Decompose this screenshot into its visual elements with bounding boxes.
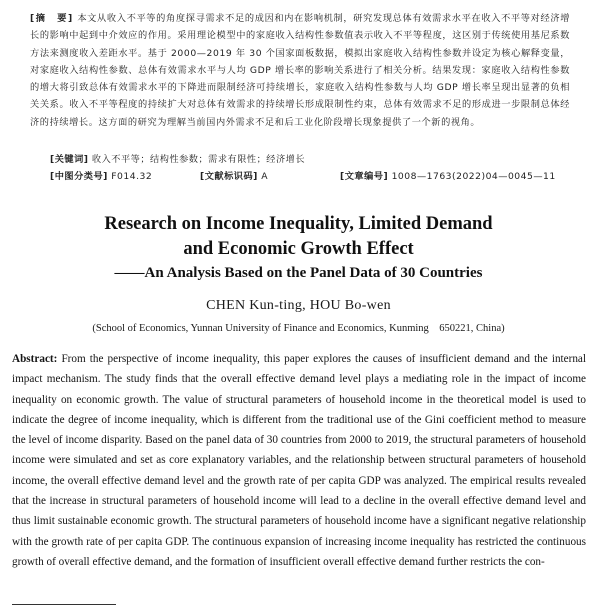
english-abstract <box>12 349 586 572</box>
paper-title-line-2: and Economic Growth Effect <box>183 239 414 259</box>
keywords-label: [关键词] <box>50 154 89 165</box>
chinese-abstract-label: [摘 要] <box>30 13 74 24</box>
chinese-abstract-text: 本文从收入不平等的角度探寻需求不足的成因和内在影响机制，研究发现总体有效需求水平在收入不平等对经济增长的影响中起到中介效应的作用。采用理论模型中的家庭收入结构性参数值表示收入不平等程度，这区别于传统使用基尼系数方法来测度收入差距水平。基于 2000—2019 年 30 个国家面板数据，模拟出家庭收入结构性参数并设定为核心解释变量，对家庭收入结构性参数、总体有效需求水平与人均 GDP 增长率的影响关系进行了相关分析。结果发现：家庭收入结构性参数的增大将引致总体有效需求水平的下降进而限制经济可持续增长，家庭收入结构性参数与人均 GDP 增长率呈现出显著的负相关关系。收入不平等程度的持续扩大对总体有效需求的持续增长形成限制性约束，总体有效需求不足的形成进一步限制总体经济的持续增长。这方面的研究为理解当前国内外需求不足和后工业化阶段增长现象提供了一个新的视角。 <box>30 13 570 128</box>
affiliation: (School of Economics, Yunnan University of Finance and Economics, Kunming 650221, China) <box>92 323 505 334</box>
english-abstract-label: Abstract: <box>12 353 58 365</box>
doc-code-value: A <box>261 171 269 182</box>
clc-value: F014.32 <box>111 171 153 182</box>
article-number-value: 1008—1763(2022)04—0045—11 <box>391 171 556 182</box>
paper-title-line-1: Research on Income Inequality, Limited Demand <box>104 214 493 234</box>
keywords-text: 收入不平等；结构性参数；需求有限性；经济增长 <box>91 154 306 165</box>
chinese-abstract <box>30 10 570 131</box>
keywords-line <box>50 151 570 165</box>
paper-subtitle: ——An Analysis Based on the Panel Data of 30 Countries <box>114 265 483 281</box>
english-abstract-text: From the perspective of income inequality, this paper explores the causes of insufficient demand and the internal impact mechanism. The study finds that the overall effective demand level plays a mediating role in the impact of income inequality on economic growth. The value of structural parameters of household income in the theoretical model is used to indicate the degree of income inequality, which is different from the traditional use of the Gini coefficient method to measure the level of income disparity. Based on the panel data of 30 countries from 2000 to 2019, the structural parameters of household income were simulated and set as core explanatory variables, and the relationship between structural parameters of household income, the overall effective demand level and the growth rate of per capita GDP was analyzed. The empirical results revealed that the increase in structural parameters of household income will lead to a decline in the overall effective demand level and thus limit sustainable economic growth. The structural parameters of household income have a significant negative relationship with the growth rate of per capita GDP. The continuous expansion of increasing income inequality has restricted the continuous growth of overall effective demand, and the formation of insufficient overall effective demand further restricts the con- <box>12 353 587 568</box>
article-number-label: [文章编号] <box>340 171 389 182</box>
footnote-divider <box>12 604 116 605</box>
clc-label: [中图分类号] <box>50 171 108 182</box>
authors: CHEN Kun-ting, HOU Bo-wen <box>206 298 391 313</box>
doc-code-label: [文献标识码] <box>200 171 258 182</box>
